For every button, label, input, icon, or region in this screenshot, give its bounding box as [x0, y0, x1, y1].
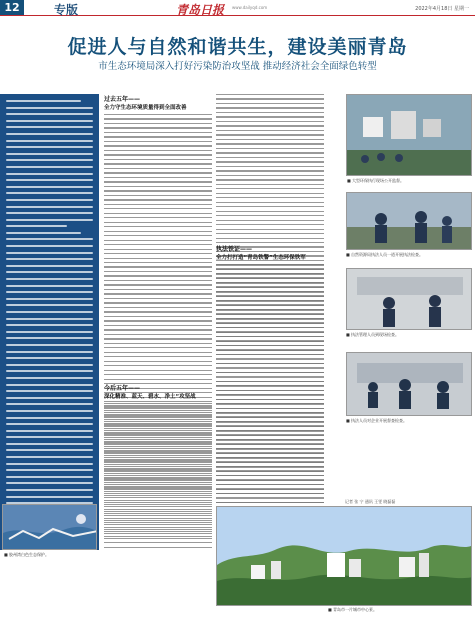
masthead-logo: 青岛日报 — [176, 3, 225, 17]
sidebar-photo-caption: ■ 胶州湾白色生态保护。 — [4, 552, 50, 557]
section-1-title: 过去五年—— — [104, 96, 141, 103]
date: 2022年4月18日 星期一 — [415, 6, 469, 12]
photo-3 — [346, 268, 472, 330]
photo-1-caption: ■ 大型环保执行现场公开监督。 — [347, 178, 405, 183]
section-1-subtitle: 全力守生态环境质量得到全面改善 — [104, 105, 187, 111]
section-2-title: 今后五年—— — [104, 385, 141, 392]
masthead-url: www.dailyqd.com — [232, 5, 268, 10]
page-number: 12 — [0, 0, 24, 15]
section-3-title: 执法铁证—— — [216, 246, 253, 253]
photo-2 — [346, 192, 472, 250]
section-3-subtitle: 全力打打造“青岛铁警”生态环保铁军 — [216, 255, 306, 261]
article-column-4 — [216, 244, 324, 533]
page-header — [0, 0, 475, 16]
section-2-subtitle: 深化精准、蓝天、碧水、净土“攻坚战 — [104, 394, 196, 400]
headline: 促进人与自然和谐共生，建设美丽青岛 — [67, 36, 408, 58]
photo-1 — [346, 94, 472, 176]
sidebar-panel — [0, 94, 99, 550]
photo-4-caption: ■ 执法人员对企业开展督查检查。 — [346, 418, 408, 423]
sidebar-text — [6, 100, 93, 548]
photo-3-caption: ■ 执法管理人员到现场检查。 — [346, 332, 400, 337]
article-column-2 — [104, 383, 212, 551]
subheadline: 市生态环境局深入打好污染防治攻坚战 推动经济社会全面绿色转型 — [98, 61, 377, 72]
section-label: 专版 — [54, 3, 79, 17]
bottom-cityscape-photo — [216, 506, 472, 606]
sidebar-photo — [2, 504, 97, 550]
bottom-photo-caption: ■ 青岛市一片城市中心景。 — [328, 607, 378, 612]
photo-4 — [346, 352, 472, 416]
photo-2-caption: ■ 自然资源局执法人员一道开展执法检查。 — [346, 252, 424, 257]
author-line: 记者 张 宁 通讯 王雯 晓磊磊 — [345, 499, 396, 504]
